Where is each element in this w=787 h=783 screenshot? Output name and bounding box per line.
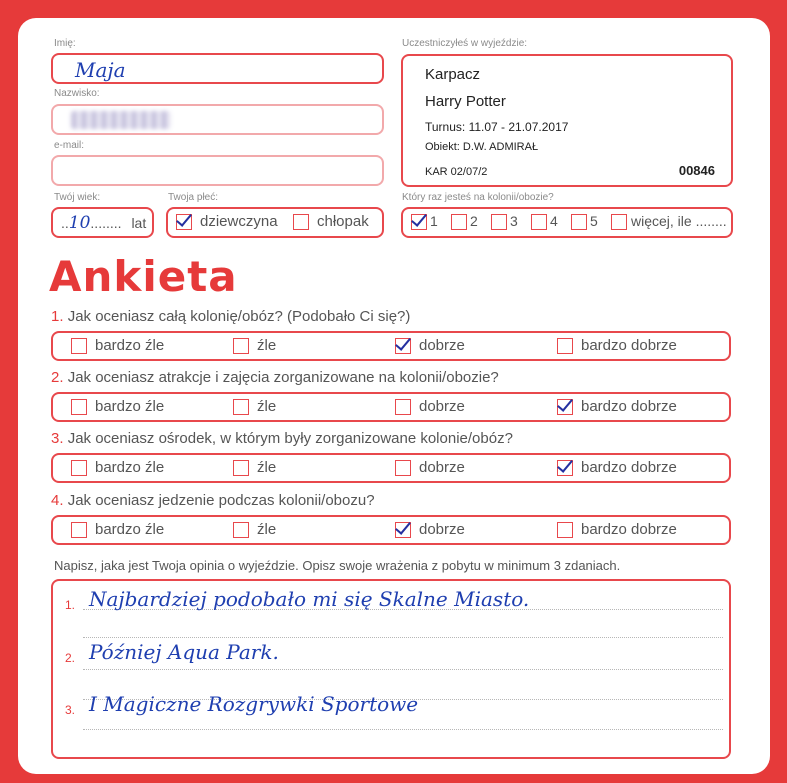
plec-label: Twoja płeć: xyxy=(168,192,219,203)
question-1-option-2[interactable] xyxy=(233,337,276,354)
opinion-line-1: Najbardziej podobało mi się Skalne Miasto. xyxy=(89,587,530,611)
times-more-checkbox[interactable] xyxy=(611,214,627,230)
question-4-option-1[interactable] xyxy=(71,521,164,538)
question-4-label: Jak oceniasz jedzenie podczas kolonii/obozu? xyxy=(67,492,375,509)
redacted-surname xyxy=(71,111,171,129)
rating-option-label: dobrze xyxy=(419,459,465,476)
rating-checkbox[interactable] xyxy=(395,399,411,415)
times-option-4[interactable] xyxy=(531,213,558,230)
opinion-line-2: Później Aqua Park. xyxy=(89,640,279,664)
question-3-option-2[interactable] xyxy=(233,459,276,476)
opinion-line-1-num: 1. xyxy=(65,598,76,612)
question-3-option-3[interactable] xyxy=(395,459,465,476)
gender-option-dziewczyna[interactable] xyxy=(176,213,278,230)
rating-option-label: bardzo dobrze xyxy=(581,398,677,415)
rating-option-label: źle xyxy=(257,459,277,476)
rating-option-label: bardzo źle xyxy=(95,337,165,354)
question-2-number: 2. xyxy=(51,369,64,386)
lat-label: lat xyxy=(131,215,147,231)
trip-turnus: Turnus: 11.07 - 21.07.2017 xyxy=(425,120,569,134)
rating-option-label: bardzo źle xyxy=(95,398,165,415)
times-4-checkbox[interactable] xyxy=(531,214,547,230)
chlopak-checkbox[interactable] xyxy=(293,214,309,230)
times-1-checkbox[interactable] xyxy=(411,214,427,230)
question-1-label: Jak oceniasz całą kolonię/obóz? (Podobało Ci się?) xyxy=(67,308,411,325)
ktory-raz-label: Który raz jesteś na kolonii/obozie? xyxy=(402,192,554,203)
rating-checkbox[interactable] xyxy=(557,460,573,476)
chlopak-label: chłopak xyxy=(317,213,369,230)
question-4-option-4[interactable] xyxy=(557,521,677,538)
plec-field xyxy=(166,207,384,238)
trip-code: KAR 02/07/2 xyxy=(425,166,488,178)
trip-place: Karpacz xyxy=(425,66,481,83)
rating-checkbox[interactable] xyxy=(395,460,411,476)
imie-field[interactable] xyxy=(51,53,384,84)
times-4-label: 4 xyxy=(550,213,558,229)
times-more-label: więcej, ile ........ xyxy=(631,213,727,229)
email-field[interactable] xyxy=(51,155,384,186)
rating-checkbox[interactable] xyxy=(557,522,573,538)
question-1-option-4[interactable] xyxy=(557,337,677,354)
opinion-line-3-num: 3. xyxy=(65,703,76,717)
times-field xyxy=(401,207,733,238)
question-2-label: Jak oceniasz atrakcje i zajęcia zorganizowane na kolonii/obozie? xyxy=(67,369,499,386)
rating-checkbox[interactable] xyxy=(71,460,87,476)
imie-label: Imię: xyxy=(54,38,76,49)
times-option-1[interactable] xyxy=(411,213,438,230)
rating-option-label: bardzo dobrze xyxy=(581,337,677,354)
rating-option-label: źle xyxy=(257,337,277,354)
rating-option-label: bardzo dobrze xyxy=(581,459,677,476)
question-3-text xyxy=(51,430,513,447)
wiek-value: 10 xyxy=(68,213,91,233)
rating-checkbox[interactable] xyxy=(557,399,573,415)
survey-sheet xyxy=(18,18,770,774)
wiek-label: Twój wiek: xyxy=(54,192,101,203)
rating-checkbox[interactable] xyxy=(233,460,249,476)
trip-info-box xyxy=(401,54,733,187)
question-4-number: 4. xyxy=(51,492,64,509)
question-4-option-3[interactable] xyxy=(395,521,465,538)
question-2-option-2[interactable] xyxy=(233,398,276,415)
opinion-prompt: Napisz, jaka jest Twoja opinia o wyjeździe. Opisz swoje wrażenia z pobytu w minimum 3 zdaniach. xyxy=(54,558,621,573)
wiek-prefix: .. xyxy=(61,215,69,231)
question-2-option-3[interactable] xyxy=(395,398,465,415)
uczestniczyles-label: Uczestniczyłeś w wyjeździe: xyxy=(402,38,528,49)
gender-option-chlopak[interactable] xyxy=(293,213,369,230)
question-2-option-4[interactable] xyxy=(557,398,677,415)
question-4-options xyxy=(51,515,731,545)
question-3-option-1[interactable] xyxy=(71,459,164,476)
question-2-option-1[interactable] xyxy=(71,398,164,415)
trip-theme: Harry Potter xyxy=(425,93,506,110)
rating-option-label: dobrze xyxy=(419,337,465,354)
question-4-text xyxy=(51,492,375,509)
rating-checkbox[interactable] xyxy=(71,522,87,538)
times-3-label: 3 xyxy=(510,213,518,229)
rating-checkbox[interactable] xyxy=(71,338,87,354)
question-4-option-2[interactable] xyxy=(233,521,276,538)
opinion-line-2-num: 2. xyxy=(65,651,76,665)
email-label: e-mail: xyxy=(54,140,85,151)
question-3-options xyxy=(51,453,731,483)
rating-option-label: bardzo źle xyxy=(95,459,165,476)
times-5-checkbox[interactable] xyxy=(571,214,587,230)
question-1-option-3[interactable] xyxy=(395,337,465,354)
question-3-label: Jak oceniasz ośrodek, w którym były zorganizowane kolonie/obóz? xyxy=(67,430,513,447)
opinion-box[interactable] xyxy=(51,579,731,759)
times-option-2[interactable] xyxy=(451,213,478,230)
question-1-text xyxy=(51,308,410,325)
wiek-suffix: ........ xyxy=(90,215,122,231)
rating-option-label: bardzo dobrze xyxy=(581,521,677,538)
opinion-line-3: I Magiczne Rozgrywki Sportowe xyxy=(89,692,419,716)
question-3-number: 3. xyxy=(51,430,64,447)
question-2-options xyxy=(51,392,731,422)
rating-checkbox[interactable] xyxy=(233,522,249,538)
dziewczyna-label: dziewczyna xyxy=(200,213,278,230)
question-1-option-1[interactable] xyxy=(71,337,164,354)
nazwisko-label: Nazwisko: xyxy=(54,88,100,99)
rating-option-label: źle xyxy=(257,398,277,415)
question-1-options xyxy=(51,331,731,361)
rating-option-label: bardzo źle xyxy=(95,521,165,538)
times-option-more[interactable] xyxy=(611,213,727,230)
rating-checkbox[interactable] xyxy=(395,338,411,354)
imie-value: Maja xyxy=(75,58,126,82)
times-option-5[interactable] xyxy=(571,213,598,230)
nazwisko-field[interactable] xyxy=(51,104,384,135)
question-3-option-4[interactable] xyxy=(557,459,677,476)
question-1-number: 1. xyxy=(51,308,64,325)
survey-title: Ankieta xyxy=(49,252,238,301)
rating-checkbox[interactable] xyxy=(395,522,411,538)
rating-option-label: dobrze xyxy=(419,521,465,538)
trip-number: 00846 xyxy=(678,163,715,178)
trip-obiekt: Obiekt: D.W. ADMIRAŁ xyxy=(425,141,539,153)
rating-option-label: dobrze xyxy=(419,398,465,415)
dziewczyna-checkbox[interactable] xyxy=(176,214,192,230)
times-1-label: 1 xyxy=(430,213,438,229)
times-2-checkbox[interactable] xyxy=(451,214,467,230)
times-5-label: 5 xyxy=(590,213,598,229)
times-3-checkbox[interactable] xyxy=(491,214,507,230)
times-option-3[interactable] xyxy=(491,213,518,230)
rating-checkbox[interactable] xyxy=(233,338,249,354)
wiek-field[interactable] xyxy=(51,207,154,238)
rating-checkbox[interactable] xyxy=(233,399,249,415)
rating-checkbox[interactable] xyxy=(71,399,87,415)
rating-option-label: źle xyxy=(257,521,277,538)
times-2-label: 2 xyxy=(470,213,478,229)
rating-checkbox[interactable] xyxy=(557,338,573,354)
question-2-text xyxy=(51,369,499,386)
